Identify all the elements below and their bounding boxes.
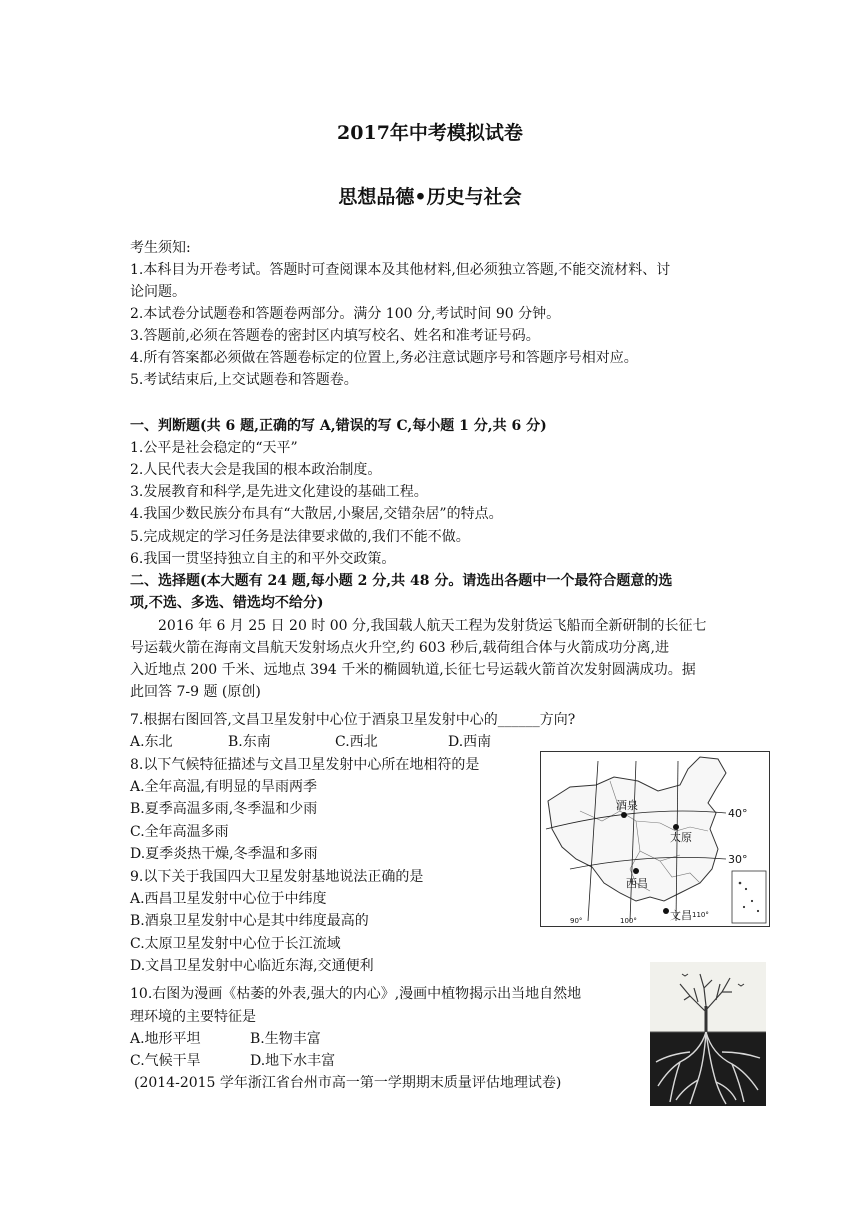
q10-option-b: B.生物丰富 [250,1031,321,1047]
q7-option-a: A.东北 [130,734,173,750]
wenchang-marker [663,908,669,914]
q9-option-b: B.酒泉卫星发射中心是其中纬度最高的 [130,913,369,929]
judge-item: 3.发展教育和科学,是先进文化建设的基础工程。 [130,484,428,500]
latitude-30-label: 30° [728,853,748,866]
q8-option-d: D.夏季炎热干燥,冬季温和多雨 [130,846,318,862]
q7-option-c: C.西北 [335,734,378,750]
page-subtitle: 思想品德•历史与社会 [338,186,522,208]
q10-option-c: C.气候干旱 [130,1053,201,1069]
judge-item: 4.我国少数民族分布具有“大散居,小聚居,交错杂居”的特点。 [130,506,503,522]
judge-item: 5.完成规定的学习任务是法律要求做的,我们不能不做。 [130,529,470,545]
q9-option-c: C.太原卫星发射中心位于长江流域 [130,936,341,952]
china-map-figure [540,751,770,927]
longitude-110-label: 110° [692,911,709,919]
section1-heading: 一、判断题(共 6 题,正确的写 A,错误的写 C,每小题 1 分,共 6 分) [130,418,547,434]
question-9-stem: 9.以下关于我国四大卫星发射基地说法正确的是 [130,869,424,885]
q7-option-d: D.西南 [448,734,492,750]
xichang-marker [633,868,639,874]
latitude-40-label: 40° [728,807,748,820]
notice-item: 论问题。 [130,284,186,300]
passage-line: 2016 年 6 月 25 日 20 时 00 分,我国载人航天工程为发射货运飞船而全新研制的长征七 [158,618,707,634]
notice-item: 4.所有答案都必须做在答题卷标定的位置上,务必注意试题序号和答题序号相对应。 [130,350,638,366]
section2-heading-cont: 项,不选、多选、错选均不给分) [130,595,324,611]
taiyuan-label: 太原 [670,831,692,844]
q7-option-b: B.东南 [228,734,271,750]
notice-item: 5.考试结束后,上交试题卷和答题卷。 [130,372,358,388]
jiuquan-marker [621,812,627,818]
question-10-stem-cont: 理环境的主要特征是 [130,1009,256,1025]
notice-item: 3.答题前,必须在答题卷的密封区内填写校名、姓名和准考证号码。 [130,328,540,344]
q8-option-c: C.全年高温多雨 [130,824,229,840]
passage-line: 入近地点 200 千米、远地点 394 千米的椭圆轨道,长征七号运载火箭首次发射圆满成功。据 [130,662,696,678]
q8-option-a: A.全年高温,有明显的旱雨两季 [130,779,318,795]
q8-option-b: B.夏季高温多雨,冬季温和少雨 [130,801,318,817]
judge-item: 1.公平是社会稳定的“天平” [130,440,298,456]
taiyuan-marker [673,824,679,830]
question-7-stem: 7.根据右图回答,文昌卫星发射中心位于酒泉卫星发射中心的______方向? [130,712,576,728]
q9-option-d: D.文昌卫星发射中心临近东海,交通便利 [130,958,374,974]
question-10-stem: 10.右图为漫画《枯萎的外表,强大的内心》,漫画中植物揭示出当地自然地 [130,986,582,1002]
withered-tree-cartoon [650,962,766,1106]
longitude-100-label: 100° [620,917,637,925]
notice-item: 2.本试卷分试题卷和答题卷两部分。满分 100 分,考试时间 90 分钟。 [130,306,561,322]
judge-item: 2.人民代表大会是我国的根本政治制度。 [130,462,382,478]
longitude-90-label: 90° [570,917,583,925]
question-10-source: (2014-2015 学年浙江省台州市高一第一学期期末质量评估地理试卷) [134,1075,562,1091]
wenchang-label: 文昌 [670,909,692,922]
q9-option-a: A.西昌卫星发射中心位于中纬度 [130,891,327,907]
page-title: 2017年中考模拟试卷 [337,122,523,144]
xichang-label: 西昌 [626,877,648,890]
question-8-stem: 8.以下气候特征描述与文昌卫星发射中心所在地相符的是 [130,757,480,773]
judge-item: 6.我国一贯坚持独立自主的和平外交政策。 [130,551,396,567]
q10-option-d: D.地下水丰富 [250,1053,336,1069]
q10-option-a: A.地形平坦 [130,1031,201,1047]
jiuquan-label: 酒泉 [616,799,638,812]
notice-heading: 考生须知: [130,240,191,256]
south-sea-inset [732,871,766,923]
passage-line: 此回答 7-9 题 (原创) [130,684,261,700]
section2-heading: 二、选择题(本大题有 24 题,每小题 2 分,共 48 分。请选出各题中一个最符合题意的选 [130,573,673,589]
notice-item: 1.本科目为开卷考试。答题时可查阅课本及其他材料,但必须独立答题,不能交流材料、讨 [130,262,671,278]
passage-line: 号运载火箭在海南文昌航天发射场点火升空,约 603 秒后,载荷组合体与火箭成功分离,进 [130,640,669,656]
